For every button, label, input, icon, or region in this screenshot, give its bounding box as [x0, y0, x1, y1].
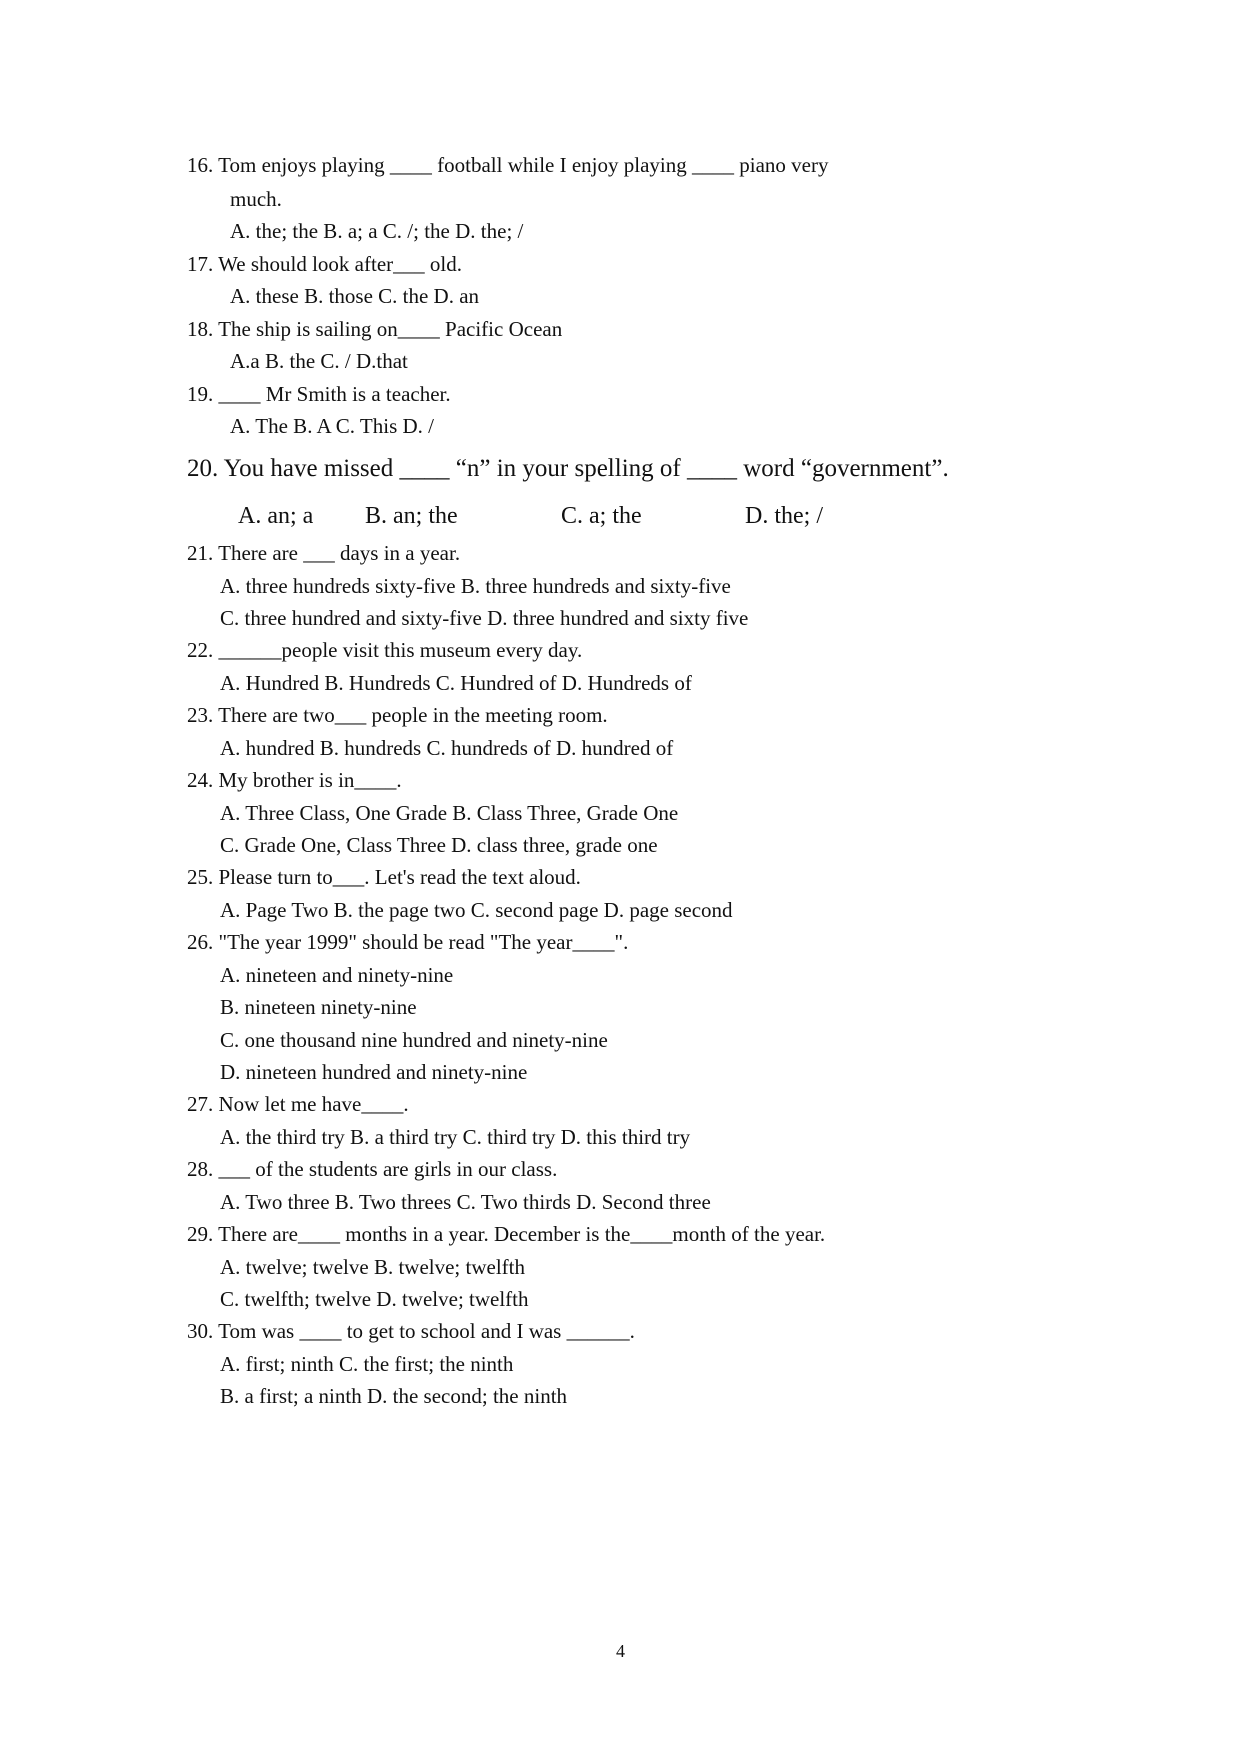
question-26-option-d: D. nineteen hundred and ninety-nine: [220, 1060, 528, 1084]
question-16-stem-continued: much.: [230, 187, 282, 211]
question-20-option-c: C. a; the: [561, 503, 642, 529]
question-24-stem: 24. My brother is in____.: [187, 768, 402, 792]
question-30-options-row-2: B. a first; a ninth D. the second; the ninth: [220, 1384, 568, 1408]
question-22-options: A. Hundred B. Hundreds C. Hundred of D. Hundreds of: [220, 671, 692, 695]
question-20-option-a: A. an; a: [238, 503, 314, 529]
question-20-stem: 20. You have missed ____ “n” in your spelling of ____ word “government”.: [187, 455, 949, 482]
question-18-options: A.a B. the C. / D.that: [230, 349, 408, 373]
question-20-option-b: B. an; the: [365, 503, 458, 529]
question-22-stem: 22. ______people visit this museum every day.: [187, 638, 583, 662]
question-24-options-row-1: A. Three Class, One Grade B. Class Three, Grade One: [220, 801, 679, 825]
question-25-options: A. Page Two B. the page two C. second page D. page second: [220, 898, 733, 922]
page-number: 4: [616, 1641, 625, 1661]
question-29-options-row-1: A. twelve; twelve B. twelve; twelfth: [220, 1255, 526, 1279]
question-27-stem: 27. Now let me have____.: [187, 1092, 409, 1116]
question-16-options: A. the; the B. a; a C. /; the D. the; /: [230, 219, 524, 243]
question-17-options: A. these B. those C. the D. an: [230, 284, 480, 308]
question-29-options-row-2: C. twelfth; twelve D. twelve; twelfth: [220, 1287, 529, 1311]
question-17-stem: 17. We should look after___ old.: [187, 252, 462, 276]
question-21-options-row-2: C. three hundred and sixty-five D. three hundred and sixty five: [220, 606, 749, 630]
question-18-stem: 18. The ship is sailing on____ Pacific Ocean: [187, 317, 563, 341]
question-27-options: A. the third try B. a third try C. third try D. this third try: [220, 1125, 691, 1149]
question-29-stem: 29. There are____ months in a year. December is the____month of the year.: [187, 1222, 826, 1246]
question-20-option-d: D. the; /: [745, 503, 823, 529]
question-26-option-a: A. nineteen and ninety-nine: [220, 963, 454, 987]
question-19-stem: 19. ____ Mr Smith is a teacher.: [187, 382, 451, 406]
question-23-options: A. hundred B. hundreds C. hundreds of D. hundred of: [220, 736, 674, 760]
question-19-options: A. The B. A C. This D. /: [230, 414, 435, 438]
question-30-stem: 30. Tom was ____ to get to school and I was ______.: [187, 1319, 635, 1343]
question-26-option-b: B. nineteen ninety-nine: [220, 995, 417, 1019]
question-28-stem: 28. ___ of the students are girls in our class.: [187, 1157, 558, 1181]
question-26-option-c: C. one thousand nine hundred and ninety-nine: [220, 1028, 608, 1052]
question-28-options: A. Two three B. Two threes C. Two thirds D. Second three: [220, 1190, 711, 1214]
question-16-stem: 16. Tom enjoys playing ____ football while I enjoy playing ____ piano very: [187, 153, 829, 177]
question-23-stem: 23. There are two___ people in the meeting room.: [187, 703, 608, 727]
question-21-stem: 21. There are ___ days in a year.: [187, 541, 461, 565]
question-25-stem: 25. Please turn to___. Let's read the text aloud.: [187, 865, 581, 889]
question-21-options-row-1: A. three hundreds sixty-five B. three hundreds and sixty-five: [220, 574, 731, 598]
question-30-options-row-1: A. first; ninth C. the first; the ninth: [220, 1352, 514, 1376]
question-24-options-row-2: C. Grade One, Class Three D. class three, grade one: [220, 833, 658, 857]
question-26-stem: 26. "The year 1999" should be read "The year____".: [187, 930, 629, 954]
